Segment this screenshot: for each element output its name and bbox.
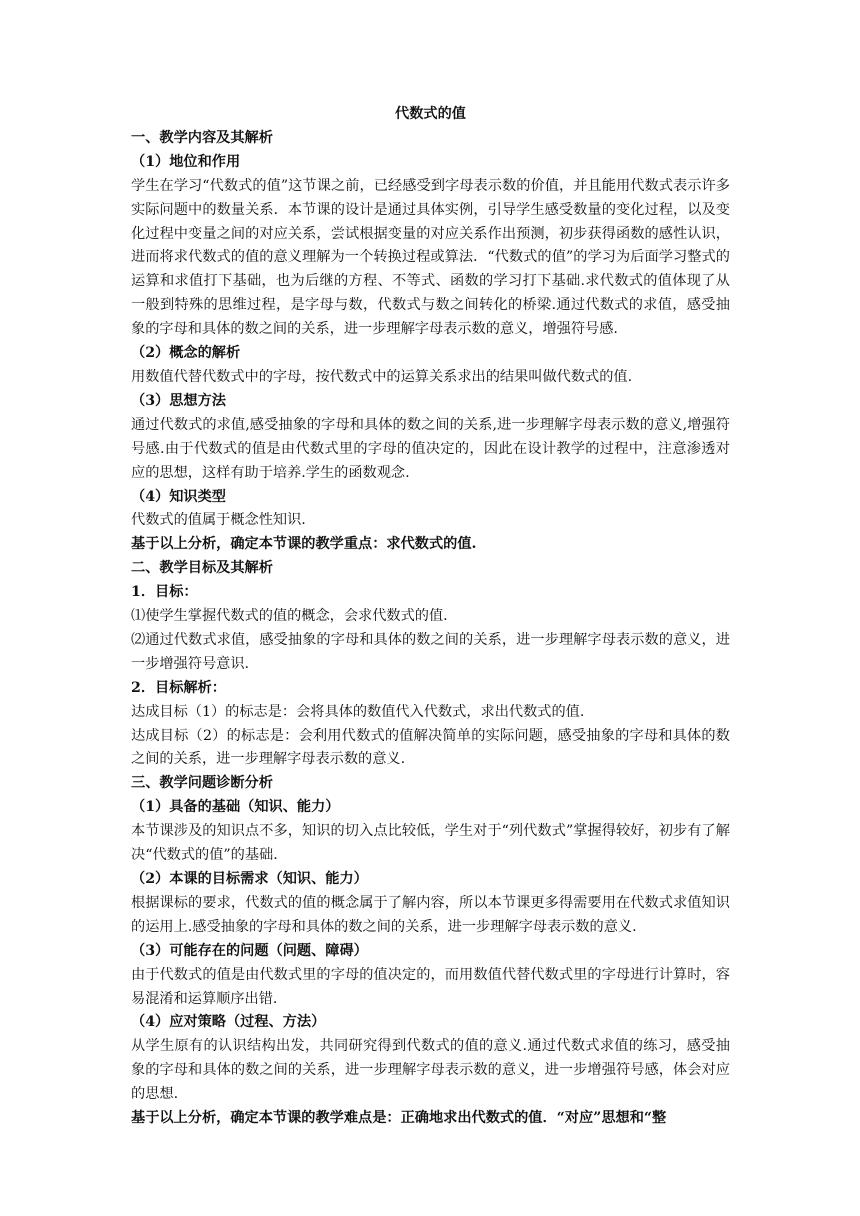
paragraph: 通过代数式的求值,感受抽象的字母和具体的数之间的关系,进一步理解字母表示数的意义,增强符号感.由于代数式的值是由代数式里的字母的值决定的，因此在设计教学的过程中，注意渗透对应的思想，这样有助于培养.学生的函数观念. [131, 416, 730, 481]
subsection-heading: （4）应对策略（过程、方法） [131, 1014, 326, 1031]
paragraph: 根据课标的要求，代数式的值的概念属于了解内容，所以本节课更多得需要用在代数式求值知识的运用上.感受抽象的字母和具体的数之间的关系，进一步理解字母表示数的意义. [131, 894, 730, 935]
paragraph: 从学生原有的认识结构出发，共同研究得到代数式的值的意义.通过代数式求值的练习，感受抽象的字母和具体的数之间的关系，进一步理解字母表示数的意义，进一步增强符号感，体会对应的思想. [131, 1038, 730, 1103]
document-body [131, 103, 730, 1131]
paragraph: 由于代数式的值是由代数式里的字母的值决定的，而用数值代替代数式里的字母进行计算时，容易混淆和运算顺序出错. [131, 966, 730, 1007]
subsection-heading: （1）具备的基础（知识、能力） [131, 799, 340, 816]
section-heading: 二、教学目标及其解析 [131, 560, 273, 577]
subsection-heading: （3）可能存在的问题（问题、障碍） [131, 942, 368, 959]
subsection-heading: （1）地位和作用 [131, 153, 241, 170]
paragraph: 用数值代替代数式中的字母，按代数式中的运算关系求出的结果叫做代数式的值. [131, 368, 633, 385]
subsection-heading: 2．目标解析： [131, 679, 226, 696]
key-point-statement: 基于以上分析，确定本节课的教学重点：求代数式的值. [131, 536, 477, 553]
paragraph: ⑵通过代数式求值，感受抽象的字母和具体的数之间的关系，进一步理解字母表示数的意义，进一步增强符号意识. [131, 631, 730, 672]
subsection-heading: 1．目标： [131, 584, 198, 601]
paragraph: 代数式的值属于概念性知识. [131, 512, 306, 529]
document-title: 代数式的值 [395, 106, 466, 122]
section-heading: 一、教学内容及其解析 [131, 129, 273, 146]
subsection-heading: （4）知识类型 [131, 488, 226, 505]
subsection-heading: （3）思想方法 [131, 392, 226, 409]
paragraph: 学生在学习“代数式的值”这节课之前，已经感受到字母表示数的价值，并且能用代数式表示许多实际问题中的数量关系．本节课的设计是通过具体实例，引导学生感受数量的变化过程，以及变化过程中变量之间的对应关系，尝试根据变量的对应关系作出预测，初步获得函数的感性认识，进而将求代数式的值的意义理解为一个转换过程或算法．“代数式的值”的学习为后面学习整式的运算和求值打下基础，也为后继的方程、不等式、函数的学习打下基础.求代数式的值体现了从一般到特殊的思维过程，是字母与数，代数式与数之间转化的桥梁.通过代数式的求值，感受抽象的字母和具体的数之间的关系，进一步理解字母表示数的意义，增强符号感. [131, 177, 730, 338]
section-heading: 三、教学问题诊断分析 [131, 775, 273, 792]
paragraph: ⑴使学生掌握代数式的值的概念，会求代数式的值. [131, 608, 448, 625]
subsection-heading: （2）概念的解析 [131, 345, 241, 362]
subsection-heading: （2）本课的目标需求（知识、能力） [131, 871, 368, 887]
difficulty-statement: 基于以上分析，确定本节课的教学难点是：正确地求出代数式的值．“对应”思想和“整 [131, 1110, 667, 1127]
paragraph: 达成目标（1）的标志是：会将具体的数值代入代数式，求出代数式的值. [131, 703, 585, 720]
paragraph: 达成目标（2）的标志是：会利用代数式的值解决简单的实际问题，感受抽象的字母和具体的数之间的关系，进一步理解字母表示数的意义. [131, 727, 730, 768]
paragraph: 本节课涉及的知识点不多，知识的切入点比较低，学生对于“列代数式”掌握得较好，初步有了解决“代数式的值”的基础. [131, 823, 730, 864]
